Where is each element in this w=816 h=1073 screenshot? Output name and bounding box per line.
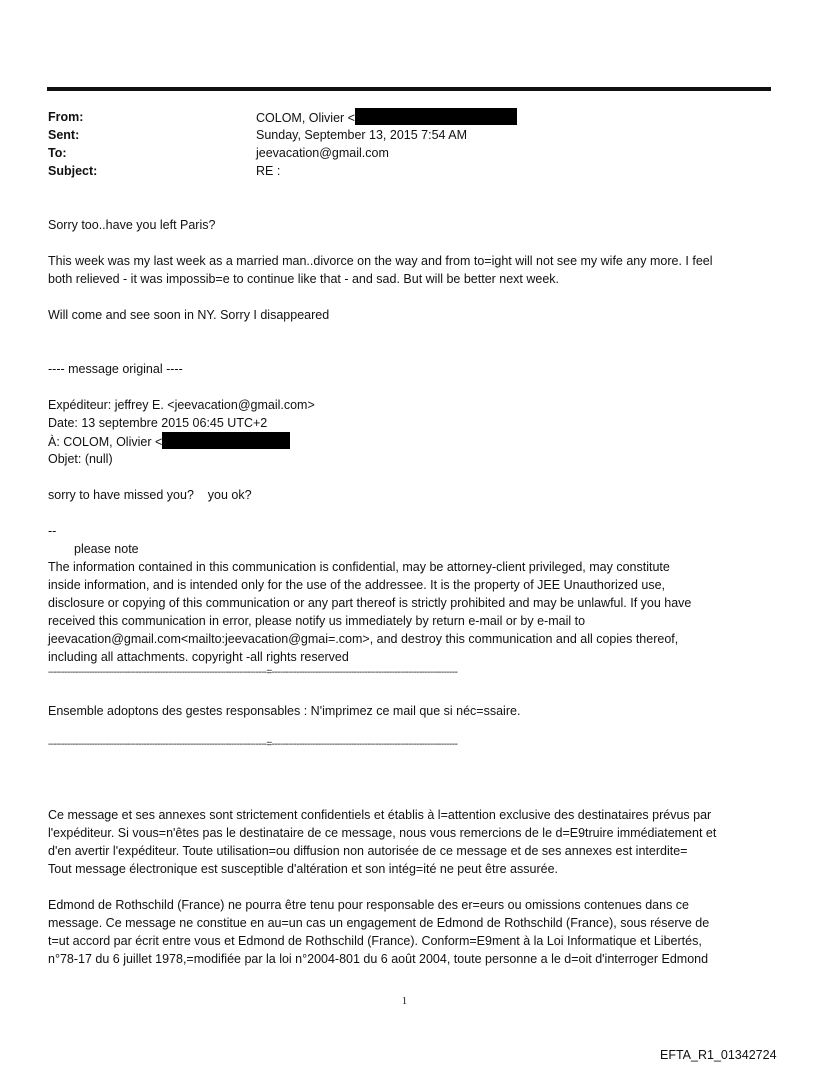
separator-line: --------------------------------------------------------------------------------=--------------------------------------------------------------------	[48, 667, 458, 678]
body-line: both relieved - it was impossib=e to continue like that - and sad. But will be better next week.	[48, 272, 560, 286]
to-label: To:	[48, 146, 67, 160]
to-value: jeevacation@gmail.com	[256, 146, 389, 160]
separator-line: --------------------------------------------------------------------------------=--------------------------------------------------------------------	[48, 739, 458, 750]
disclaimer-line: inside information, and is intended only for the use of the addressee. It is the property of JEE Unauthorized use,	[48, 578, 666, 592]
confidential-line: Ce message et ses annexes sont strictement confidentiels et établis à l=attention exclusive des destinataires prévus par	[48, 808, 712, 822]
body-line: This week was my last week as a married man..divorce on the way and from to=ight will not see my wife any more. I feel	[48, 254, 713, 268]
from-value: COLOM, Olivier <	[256, 108, 517, 127]
legal-line: t=ut accord par écrit entre vous et Edmond de Rothschild (France). Conform=E9ment à la Loi Informatique et Libertés,	[48, 934, 702, 948]
header-rule	[47, 87, 771, 91]
subject-label: Subject:	[48, 164, 98, 178]
signature-note: please note	[74, 542, 139, 556]
redaction-box	[355, 108, 517, 125]
orig-to: À: COLOM, Olivier <	[48, 432, 772, 451]
legal-line: message. Ce message ne constitue en au=un cas un engagement de Edmond de Rothschild (France), sous réserve de	[48, 916, 710, 930]
disclaimer-line: The information contained in this communication is confidential, may be attorney-client privileged, may constitute	[48, 560, 670, 574]
signature-dash: --	[48, 524, 57, 538]
disclaimer-line: including all attachments. copyright -all rights reserved	[48, 650, 349, 664]
orig-subject: Objet: (null)	[48, 452, 113, 466]
subject-value: RE :	[256, 164, 281, 178]
orig-date: Date: 13 septembre 2015 06:45 UTC+2	[48, 416, 268, 430]
orig-text: sorry to have missed you? you ok?	[48, 488, 252, 502]
disclaimer-line: jeevacation@gmail.com<mailto:jeevacation@gmai=.com>, and destroy this communication and all copies thereof,	[48, 632, 679, 646]
original-message-marker: ---- message original ----	[48, 362, 183, 376]
orig-from: Expéditeur: jeffrey E. <jeevacation@gmail.com>	[48, 398, 315, 412]
disclaimer-line: disclosure or copying of this communication or any part thereof is strictly prohibited and may be unlawful. If you have	[48, 596, 692, 610]
redaction-box	[162, 432, 290, 449]
legal-line: n°78-17 du 6 juillet 1978,=modifiée par la loi n°2004-801 du 6 août 2004, toute personne a le d=oit d'interroger Edmond	[48, 952, 709, 966]
body-line: Will come and see soon in NY. Sorry I disappeared	[48, 308, 330, 322]
sent-value: Sunday, September 13, 2015 7:54 AM	[256, 128, 468, 142]
sent-label: Sent:	[48, 128, 80, 142]
page-number: 1	[402, 996, 407, 1007]
document-id: EFTA_R1_01342724	[660, 1048, 777, 1062]
disclaimer-line: received this communication in error, please notify us immediately by return e-mail or by e-mail to	[48, 614, 586, 628]
eco-line: Ensemble adoptons des gestes responsables : N'imprimez ce mail que si néc=ssaire.	[48, 704, 521, 718]
legal-line: Edmond de Rothschild (France) ne pourra être tenu pour responsable des er=eurs ou omissions contenues dans ce	[48, 898, 689, 912]
from-label: From:	[48, 110, 84, 124]
confidential-line: l'expéditeur. Si vous=n'êtes pas le destinataire de ce message, nous vous remercions de le d=E9truire immédiatement et	[48, 826, 717, 840]
body-line: Sorry too..have you left Paris?	[48, 218, 216, 232]
confidential-line: Tout message électronique est susceptible d'altération et son intég=ité ne peut être assurée.	[48, 862, 558, 876]
confidential-line: d'en avertir l'expéditeur. Toute utilisation=ou diffusion non autorisée de ce message et de ses annexes est interdite=	[48, 844, 688, 858]
